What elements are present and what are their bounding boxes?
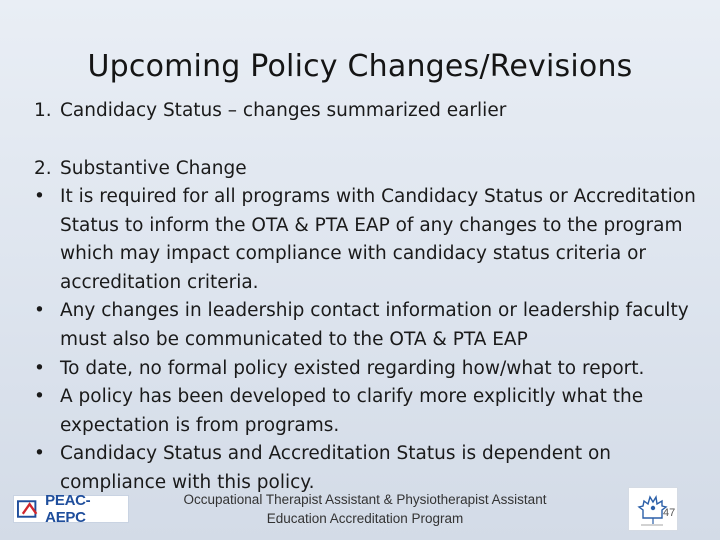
bullet-item	[34, 383, 704, 440]
bullet-item	[34, 297, 704, 354]
bullet-icon: •	[34, 443, 45, 465]
bullet-text: Any changes in leadership contact information or leadership faculty must also be communicated to the OTA & PTA EAP	[60, 300, 689, 350]
logo-mark-icon	[17, 499, 42, 519]
footer-line-2: Education Accreditation Program	[266, 511, 464, 526]
bullet-icon: •	[34, 300, 45, 322]
item-text: Candidacy Status – changes summarized earlier	[60, 100, 507, 121]
bullet-item	[34, 440, 704, 497]
bullet-text: Candidacy Status and Accreditation Status is dependent on compliance with this policy.	[60, 443, 611, 493]
footer-caption	[150, 490, 580, 528]
bullet-item	[34, 355, 704, 384]
peac-aepc-logo	[13, 492, 129, 526]
bullet-text: It is required for all programs with Candidacy Status or Accreditation Status to inform the OTA & PTA EAP of any changes to the program which may impact compliance with candidacy status criteria or accreditation criteria.	[60, 186, 696, 293]
numbered-item-1	[34, 97, 506, 125]
bullet-icon: •	[34, 186, 45, 207]
slide-title: Upcoming Policy Changes/Revisions	[87, 49, 633, 84]
item-number: 1.	[34, 100, 52, 121]
bullet-icon: •	[34, 357, 45, 379]
bullet-text: To date, no formal policy existed regarding how/what to report.	[60, 357, 645, 379]
page-number: 47	[663, 507, 676, 519]
bullet-icon: •	[34, 386, 45, 408]
bullet-list	[34, 183, 704, 498]
item-text: Substantive Change	[60, 158, 247, 179]
logo-text: PEAC-AEPC	[45, 492, 91, 526]
bullet-item	[34, 183, 704, 297]
footer-line-1: Occupational Therapist Assistant & Physiotherapist Assistant	[183, 492, 547, 507]
bullet-text: A policy has been developed to clarify more explicitly what the expectation is from programs.	[60, 386, 644, 436]
item-number: 2.	[34, 158, 52, 179]
numbered-item-2	[34, 155, 247, 183]
